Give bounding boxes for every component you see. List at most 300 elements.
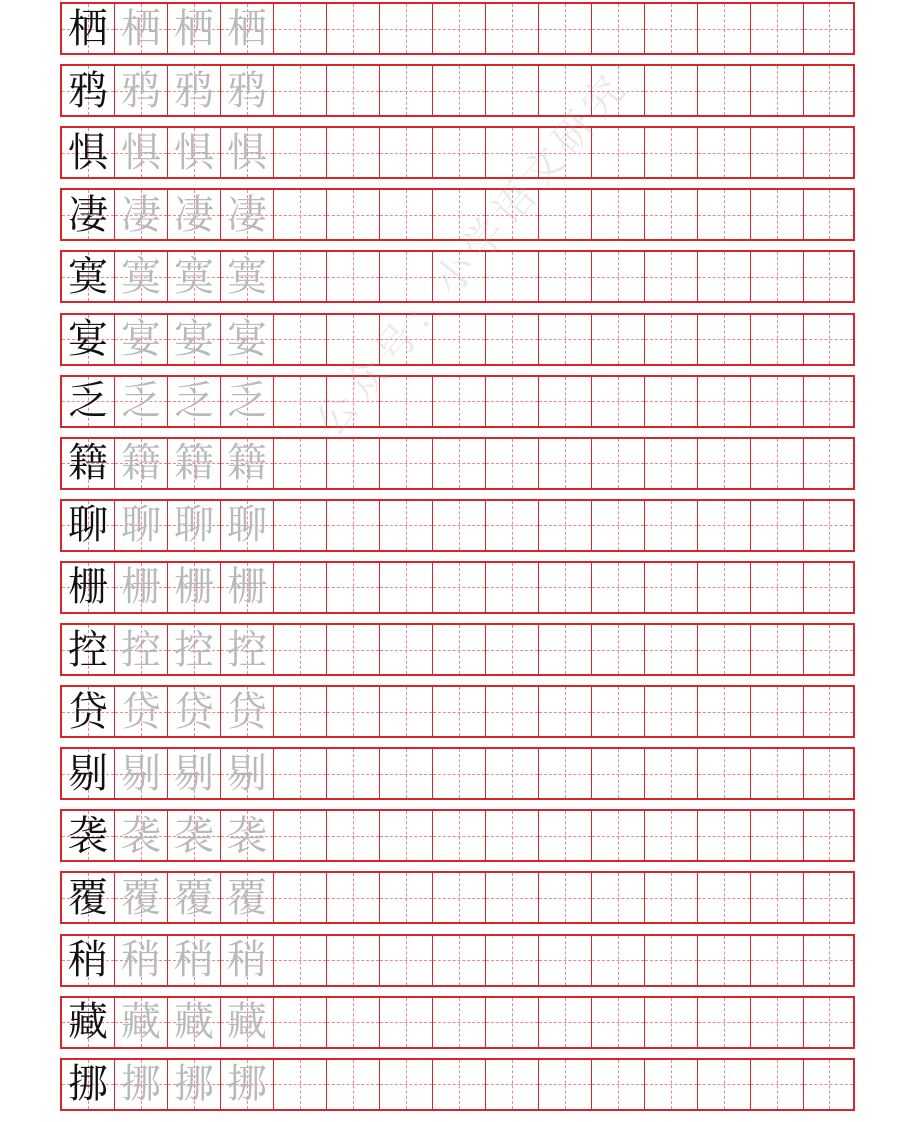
practice-row: [60, 126, 855, 179]
trace-character: 贷: [227, 688, 267, 735]
blank-writing-cell[interactable]: [380, 811, 433, 860]
trace-character: 藏: [174, 999, 214, 1046]
trace-character: 藏: [121, 999, 161, 1046]
blank-writing-cell[interactable]: [274, 315, 327, 364]
blank-writing-cell[interactable]: [698, 873, 751, 922]
trace-cell: [221, 4, 274, 53]
blank-writing-cell[interactable]: [698, 4, 751, 53]
blank-writing-cell[interactable]: [433, 873, 486, 922]
model-character: 剔: [68, 750, 108, 797]
trace-cell: [168, 252, 221, 301]
trace-character: 宴: [227, 316, 267, 362]
blank-writing-cell[interactable]: [645, 936, 698, 985]
blank-writing-cell[interactable]: [698, 66, 751, 115]
blank-writing-cell[interactable]: [380, 998, 433, 1047]
trace-character: 凄: [227, 191, 267, 238]
trace-character: 寞: [121, 253, 161, 300]
trace-cell: [115, 252, 168, 301]
blank-writing-cell[interactable]: [274, 377, 327, 426]
blank-writing-cell[interactable]: [592, 439, 645, 488]
model-character: 藏: [68, 999, 108, 1046]
blank-writing-cell[interactable]: [698, 1060, 751, 1109]
model-character: 凄: [68, 191, 108, 238]
trace-character: 挪: [121, 1061, 161, 1108]
trace-cell: [168, 501, 221, 550]
blank-writing-cell[interactable]: [698, 687, 751, 736]
trace-character: 挪: [227, 1061, 267, 1108]
blank-writing-cell[interactable]: [698, 936, 751, 985]
model-cell: [62, 936, 115, 985]
blank-writing-cell[interactable]: [645, 315, 698, 364]
blank-writing-cell[interactable]: [645, 439, 698, 488]
trace-cell: [115, 936, 168, 985]
blank-writing-cell[interactable]: [592, 563, 645, 612]
blank-writing-cell[interactable]: [433, 1060, 486, 1109]
blank-writing-cell[interactable]: [751, 563, 804, 612]
blank-writing-cell[interactable]: [804, 563, 853, 612]
blank-writing-cell[interactable]: [327, 501, 380, 550]
trace-character: 聊: [121, 502, 161, 549]
practice-row: [60, 996, 855, 1049]
trace-cell: [115, 625, 168, 674]
blank-writing-cell[interactable]: [645, 128, 698, 177]
model-cell: [62, 66, 115, 115]
blank-writing-cell[interactable]: [486, 749, 539, 798]
blank-writing-cell[interactable]: [539, 625, 592, 674]
blank-writing-cell[interactable]: [433, 128, 486, 177]
model-character: 乏: [68, 378, 108, 425]
blank-writing-cell[interactable]: [539, 998, 592, 1047]
model-cell: [62, 1060, 115, 1109]
blank-writing-cell[interactable]: [539, 439, 592, 488]
trace-character: 凄: [121, 191, 161, 238]
blank-writing-cell[interactable]: [327, 811, 380, 860]
blank-writing-cell[interactable]: [592, 4, 645, 53]
blank-writing-cell[interactable]: [804, 315, 853, 364]
blank-writing-cell[interactable]: [645, 625, 698, 674]
blank-writing-cell[interactable]: [751, 749, 804, 798]
trace-character: 寞: [174, 253, 214, 300]
blank-writing-cell[interactable]: [433, 687, 486, 736]
blank-writing-cell[interactable]: [274, 936, 327, 985]
blank-writing-cell[interactable]: [751, 439, 804, 488]
blank-writing-cell[interactable]: [539, 66, 592, 115]
blank-writing-cell[interactable]: [645, 377, 698, 426]
blank-writing-cell[interactable]: [380, 563, 433, 612]
blank-writing-cell[interactable]: [274, 252, 327, 301]
trace-character: 控: [174, 626, 214, 673]
trace-cell: [115, 998, 168, 1047]
blank-writing-cell[interactable]: [592, 998, 645, 1047]
blank-writing-cell[interactable]: [274, 873, 327, 922]
blank-writing-cell[interactable]: [327, 1060, 380, 1109]
model-character: 宴: [68, 316, 108, 362]
model-character: 栖: [68, 5, 108, 52]
blank-writing-cell[interactable]: [274, 687, 327, 736]
blank-writing-cell[interactable]: [592, 936, 645, 985]
blank-writing-cell[interactable]: [751, 625, 804, 674]
blank-writing-cell[interactable]: [327, 252, 380, 301]
blank-writing-cell[interactable]: [327, 66, 380, 115]
blank-writing-cell[interactable]: [486, 66, 539, 115]
blank-writing-cell[interactable]: [380, 315, 433, 364]
trace-cell: [168, 315, 221, 364]
blank-writing-cell[interactable]: [380, 128, 433, 177]
trace-cell: [221, 749, 274, 798]
trace-character: 寞: [227, 253, 267, 300]
blank-writing-cell[interactable]: [645, 66, 698, 115]
blank-writing-cell[interactable]: [486, 439, 539, 488]
blank-writing-cell[interactable]: [592, 749, 645, 798]
trace-character: 乏: [121, 378, 161, 425]
trace-cell: [168, 687, 221, 736]
blank-writing-cell[interactable]: [804, 4, 853, 53]
blank-writing-cell[interactable]: [433, 377, 486, 426]
trace-character: 惧: [227, 129, 267, 176]
model-cell: [62, 315, 115, 364]
trace-character: 控: [227, 626, 267, 673]
blank-writing-cell[interactable]: [274, 1060, 327, 1109]
blank-writing-cell[interactable]: [539, 811, 592, 860]
blank-writing-cell[interactable]: [433, 315, 486, 364]
blank-writing-cell[interactable]: [645, 811, 698, 860]
trace-cell: [221, 501, 274, 550]
trace-cell: [168, 811, 221, 860]
trace-character: 籍: [121, 440, 161, 487]
blank-writing-cell[interactable]: [698, 190, 751, 239]
blank-writing-cell[interactable]: [751, 128, 804, 177]
blank-writing-cell[interactable]: [539, 501, 592, 550]
trace-cell: [221, 1060, 274, 1109]
blank-writing-cell[interactable]: [645, 873, 698, 922]
blank-writing-cell[interactable]: [380, 1060, 433, 1109]
blank-writing-cell[interactable]: [698, 377, 751, 426]
blank-writing-cell[interactable]: [380, 625, 433, 674]
trace-cell: [115, 1060, 168, 1109]
blank-writing-cell[interactable]: [592, 625, 645, 674]
blank-writing-cell[interactable]: [645, 998, 698, 1047]
blank-writing-cell[interactable]: [645, 687, 698, 736]
trace-character: 稍: [121, 937, 161, 983]
blank-writing-cell[interactable]: [592, 190, 645, 239]
practice-row: [60, 437, 855, 490]
trace-cell: [115, 687, 168, 736]
blank-writing-cell[interactable]: [433, 936, 486, 985]
trace-cell: [168, 66, 221, 115]
practice-row: [60, 250, 855, 303]
blank-writing-cell[interactable]: [539, 873, 592, 922]
blank-writing-cell[interactable]: [380, 4, 433, 53]
blank-writing-cell[interactable]: [698, 811, 751, 860]
model-character: 惧: [68, 129, 108, 176]
trace-cell: [221, 128, 274, 177]
blank-writing-cell[interactable]: [804, 66, 853, 115]
model-character: 寞: [68, 253, 108, 300]
blank-writing-cell[interactable]: [380, 66, 433, 115]
practice-row: [60, 375, 855, 428]
blank-writing-cell[interactable]: [433, 66, 486, 115]
model-cell: [62, 501, 115, 550]
blank-writing-cell[interactable]: [751, 252, 804, 301]
blank-writing-cell[interactable]: [751, 873, 804, 922]
blank-writing-cell[interactable]: [274, 439, 327, 488]
blank-writing-cell[interactable]: [380, 252, 433, 301]
blank-writing-cell[interactable]: [804, 873, 853, 922]
blank-writing-cell[interactable]: [539, 563, 592, 612]
blank-writing-cell[interactable]: [592, 687, 645, 736]
blank-writing-cell[interactable]: [274, 998, 327, 1047]
trace-character: 栖: [121, 5, 161, 52]
blank-writing-cell[interactable]: [486, 811, 539, 860]
blank-writing-cell[interactable]: [751, 687, 804, 736]
blank-writing-cell[interactable]: [274, 4, 327, 53]
model-cell: [62, 252, 115, 301]
trace-cell: [221, 66, 274, 115]
blank-writing-cell[interactable]: [433, 252, 486, 301]
blank-writing-cell[interactable]: [327, 315, 380, 364]
blank-writing-cell[interactable]: [645, 190, 698, 239]
model-character: 覆: [68, 874, 108, 921]
blank-writing-cell[interactable]: [380, 501, 433, 550]
blank-writing-cell[interactable]: [486, 4, 539, 53]
blank-writing-cell[interactable]: [698, 315, 751, 364]
model-cell: [62, 563, 115, 612]
blank-writing-cell[interactable]: [804, 128, 853, 177]
blank-writing-cell[interactable]: [539, 4, 592, 53]
blank-writing-cell[interactable]: [274, 128, 327, 177]
blank-writing-cell[interactable]: [539, 749, 592, 798]
trace-cell: [168, 749, 221, 798]
trace-cell: [115, 811, 168, 860]
blank-writing-cell[interactable]: [380, 687, 433, 736]
blank-writing-cell[interactable]: [327, 998, 380, 1047]
blank-writing-cell[interactable]: [486, 998, 539, 1047]
blank-writing-cell[interactable]: [698, 501, 751, 550]
blank-writing-cell[interactable]: [486, 315, 539, 364]
blank-writing-cell[interactable]: [486, 377, 539, 426]
blank-writing-cell[interactable]: [380, 749, 433, 798]
trace-cell: [168, 377, 221, 426]
blank-writing-cell[interactable]: [698, 749, 751, 798]
blank-writing-cell[interactable]: [486, 128, 539, 177]
blank-writing-cell[interactable]: [804, 749, 853, 798]
blank-writing-cell[interactable]: [698, 439, 751, 488]
trace-cell: [168, 936, 221, 985]
blank-writing-cell[interactable]: [433, 4, 486, 53]
practice-row: [60, 809, 855, 862]
blank-writing-cell[interactable]: [486, 501, 539, 550]
blank-writing-cell[interactable]: [327, 873, 380, 922]
blank-writing-cell[interactable]: [804, 439, 853, 488]
model-cell: [62, 128, 115, 177]
trace-character: 贷: [121, 688, 161, 735]
blank-writing-cell[interactable]: [433, 998, 486, 1047]
blank-writing-cell[interactable]: [804, 687, 853, 736]
blank-writing-cell[interactable]: [751, 811, 804, 860]
blank-writing-cell[interactable]: [592, 315, 645, 364]
blank-writing-cell[interactable]: [751, 190, 804, 239]
blank-writing-cell[interactable]: [539, 252, 592, 301]
blank-writing-cell[interactable]: [486, 625, 539, 674]
blank-writing-cell[interactable]: [274, 563, 327, 612]
blank-writing-cell[interactable]: [433, 190, 486, 239]
blank-writing-cell[interactable]: [751, 377, 804, 426]
model-character: 栅: [68, 564, 108, 611]
blank-writing-cell[interactable]: [592, 66, 645, 115]
blank-writing-cell[interactable]: [327, 749, 380, 798]
blank-writing-cell[interactable]: [327, 625, 380, 674]
blank-writing-cell[interactable]: [433, 625, 486, 674]
blank-writing-cell[interactable]: [751, 66, 804, 115]
trace-character: 挪: [174, 1061, 214, 1108]
blank-writing-cell[interactable]: [751, 315, 804, 364]
trace-cell: [168, 873, 221, 922]
trace-character: 籍: [174, 440, 214, 487]
blank-writing-cell[interactable]: [433, 563, 486, 612]
blank-writing-cell[interactable]: [539, 190, 592, 239]
blank-writing-cell[interactable]: [698, 252, 751, 301]
model-cell: [62, 749, 115, 798]
blank-writing-cell[interactable]: [327, 439, 380, 488]
blank-writing-cell[interactable]: [751, 4, 804, 53]
blank-writing-cell[interactable]: [274, 501, 327, 550]
trace-character: 乏: [227, 378, 267, 425]
blank-writing-cell[interactable]: [645, 563, 698, 612]
blank-writing-cell[interactable]: [592, 1060, 645, 1109]
blank-writing-cell[interactable]: [274, 811, 327, 860]
blank-writing-cell[interactable]: [751, 1060, 804, 1109]
blank-writing-cell[interactable]: [645, 501, 698, 550]
blank-writing-cell[interactable]: [698, 625, 751, 674]
trace-cell: [168, 128, 221, 177]
blank-writing-cell[interactable]: [645, 4, 698, 53]
model-cell: [62, 873, 115, 922]
practice-row: [60, 934, 855, 987]
blank-writing-cell[interactable]: [327, 563, 380, 612]
trace-character: 剔: [174, 750, 214, 797]
blank-writing-cell[interactable]: [327, 128, 380, 177]
blank-writing-cell[interactable]: [645, 1060, 698, 1109]
practice-row: [60, 2, 855, 55]
blank-writing-cell[interactable]: [274, 66, 327, 115]
blank-writing-cell[interactable]: [804, 936, 853, 985]
blank-writing-cell[interactable]: [327, 687, 380, 736]
trace-character: 鸦: [174, 67, 214, 114]
blank-writing-cell[interactable]: [380, 190, 433, 239]
practice-row: [60, 623, 855, 676]
blank-writing-cell[interactable]: [804, 501, 853, 550]
blank-writing-cell[interactable]: [274, 625, 327, 674]
blank-writing-cell[interactable]: [274, 190, 327, 239]
model-cell: [62, 4, 115, 53]
blank-writing-cell[interactable]: [698, 563, 751, 612]
model-character: 挪: [68, 1061, 108, 1108]
practice-row: [60, 64, 855, 117]
trace-character: 覆: [174, 874, 214, 921]
model-character: 鸦: [68, 67, 108, 114]
trace-character: 栖: [227, 5, 267, 52]
blank-writing-cell[interactable]: [592, 873, 645, 922]
blank-writing-cell[interactable]: [751, 998, 804, 1047]
blank-writing-cell[interactable]: [804, 377, 853, 426]
blank-writing-cell[interactable]: [539, 128, 592, 177]
blank-writing-cell[interactable]: [645, 252, 698, 301]
trace-character: 聊: [174, 502, 214, 549]
blank-writing-cell[interactable]: [539, 1060, 592, 1109]
trace-cell: [221, 998, 274, 1047]
model-character: 袭: [68, 812, 108, 859]
trace-cell: [115, 377, 168, 426]
blank-writing-cell[interactable]: [486, 873, 539, 922]
blank-writing-cell[interactable]: [645, 749, 698, 798]
trace-cell: [115, 501, 168, 550]
model-character: 贷: [68, 688, 108, 735]
trace-cell: [221, 563, 274, 612]
blank-writing-cell[interactable]: [804, 190, 853, 239]
blank-writing-cell[interactable]: [751, 501, 804, 550]
blank-writing-cell[interactable]: [327, 936, 380, 985]
blank-writing-cell[interactable]: [698, 998, 751, 1047]
blank-writing-cell[interactable]: [804, 625, 853, 674]
blank-writing-cell[interactable]: [327, 4, 380, 53]
trace-cell: [168, 998, 221, 1047]
blank-writing-cell[interactable]: [592, 501, 645, 550]
blank-writing-cell[interactable]: [433, 749, 486, 798]
blank-writing-cell[interactable]: [380, 873, 433, 922]
blank-writing-cell[interactable]: [486, 252, 539, 301]
trace-cell: [115, 563, 168, 612]
blank-writing-cell[interactable]: [592, 252, 645, 301]
blank-writing-cell[interactable]: [592, 377, 645, 426]
blank-writing-cell[interactable]: [486, 936, 539, 985]
trace-cell: [221, 190, 274, 239]
blank-writing-cell[interactable]: [592, 128, 645, 177]
blank-writing-cell[interactable]: [380, 439, 433, 488]
practice-row: [60, 685, 855, 738]
trace-cell: [221, 315, 274, 364]
blank-writing-cell[interactable]: [433, 811, 486, 860]
blank-writing-cell[interactable]: [380, 377, 433, 426]
blank-writing-cell[interactable]: [751, 936, 804, 985]
blank-writing-cell[interactable]: [539, 936, 592, 985]
trace-cell: [221, 873, 274, 922]
blank-writing-cell[interactable]: [592, 811, 645, 860]
blank-writing-cell[interactable]: [804, 1060, 853, 1109]
trace-cell: [168, 563, 221, 612]
blank-writing-cell[interactable]: [327, 377, 380, 426]
blank-writing-cell[interactable]: [433, 439, 486, 488]
blank-writing-cell[interactable]: [804, 252, 853, 301]
blank-writing-cell[interactable]: [539, 315, 592, 364]
blank-writing-cell[interactable]: [486, 190, 539, 239]
trace-character: 稍: [227, 937, 267, 983]
blank-writing-cell[interactable]: [804, 998, 853, 1047]
trace-character: 袭: [174, 812, 214, 859]
blank-writing-cell[interactable]: [539, 687, 592, 736]
blank-writing-cell[interactable]: [486, 1060, 539, 1109]
blank-writing-cell[interactable]: [486, 563, 539, 612]
blank-writing-cell[interactable]: [327, 190, 380, 239]
blank-writing-cell[interactable]: [804, 811, 853, 860]
blank-writing-cell[interactable]: [433, 501, 486, 550]
blank-writing-cell[interactable]: [274, 749, 327, 798]
model-cell: [62, 998, 115, 1047]
blank-writing-cell[interactable]: [539, 377, 592, 426]
blank-writing-cell[interactable]: [380, 936, 433, 985]
blank-writing-cell[interactable]: [698, 128, 751, 177]
blank-writing-cell[interactable]: [486, 687, 539, 736]
trace-cell: [115, 128, 168, 177]
